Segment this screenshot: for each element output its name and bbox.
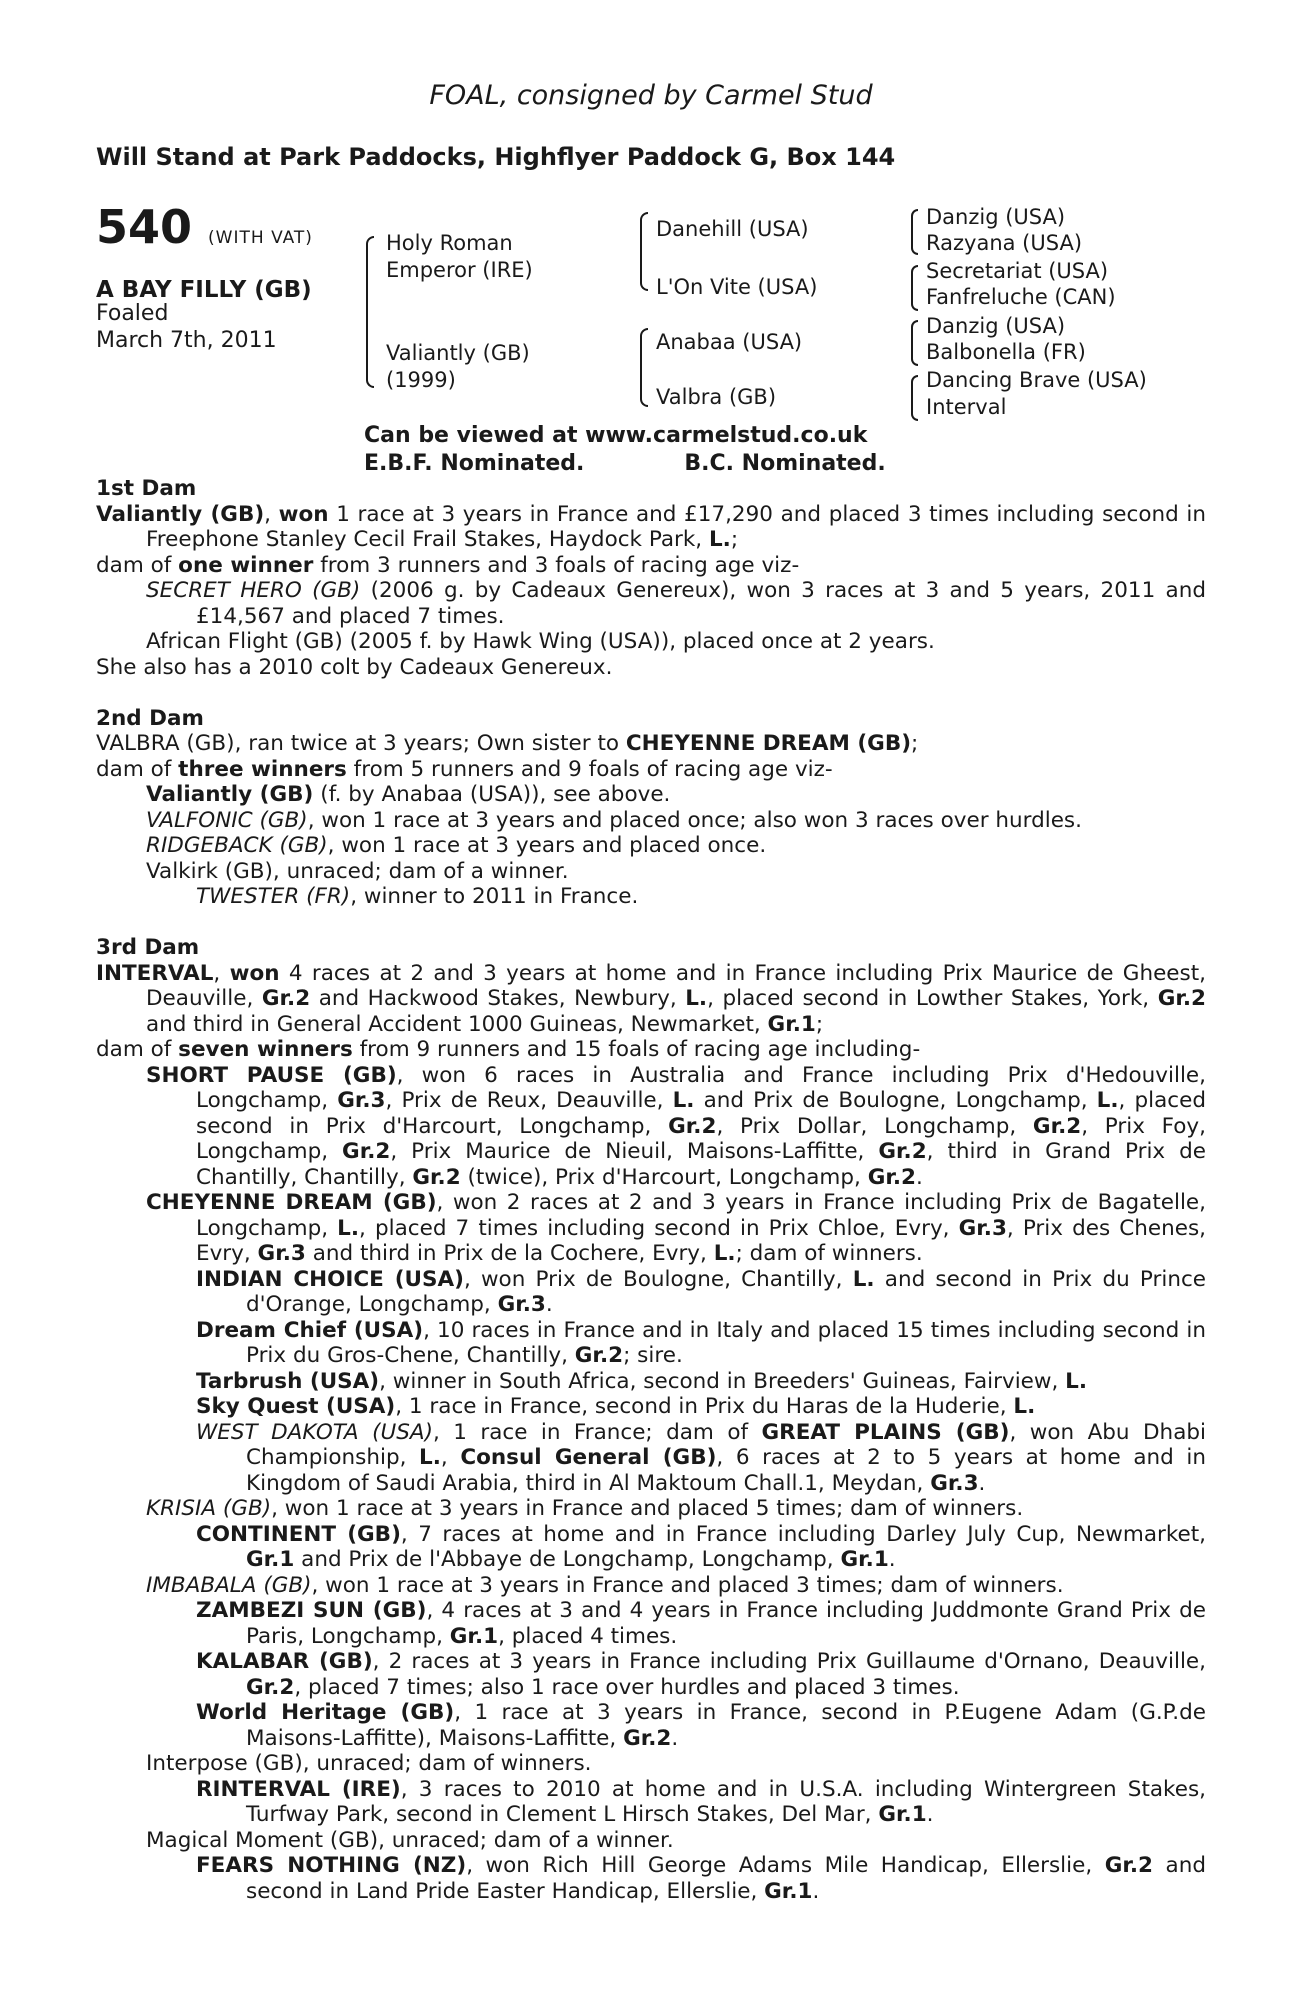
pedigree-sds: Secretariat (USA): [926, 259, 1109, 283]
pedigree-dam-sire: Anabaa (USA): [656, 330, 803, 354]
lot-number: 540 (WITH VAT): [96, 200, 313, 254]
dam-entry: INTERVAL, won 4 races at 2 and 3 years at home and in France including Prix Maurice de Gheest, Deauville, Gr.2 and Hackwood Stakes, Newbury, L., placed second in Lowther Stakes, York, Gr.2 and third in General Accident 1000 Guineas, Newmarket, Gr.1;: [96, 960, 1207, 1037]
pedigree-dam: Valiantly (GB) (1999): [386, 341, 530, 392]
produce-entry: Tarbrush (USA), winner in South Africa, second in Breeders' Guineas, Fairview, L.: [196, 1368, 1088, 1394]
section-heading-3rd-dam: 3rd Dam: [96, 935, 200, 960]
pedigree-brace: [911, 209, 918, 255]
pedigree-brace: [640, 328, 648, 407]
foaled-info: Foaled March 7th, 2011: [96, 301, 277, 353]
pedigree-body: [96, 476, 1206, 1904]
lot-name: A BAY FILLY (GB): [96, 277, 312, 303]
pedigree-sdd: Fanfreluche (CAN): [926, 285, 1116, 309]
produce-entry: WEST DAKOTA (USA), 1 race in France; dam of GREAT PLAINS (GB), won Abu Dhabi Championship, L., Consul General (GB), 6 races at 2 to 5 years at home and in Kingdom of Saudi Arabia, third in Al Maktoum Chall.1, Meydan, Gr.3.: [196, 1419, 1206, 1496]
pedigree-brace: [911, 320, 918, 366]
bc-nominated: B.C. Nominated.: [684, 451, 886, 476]
produce-entry: IMBABALA (GB), won 1 race at 3 years in France and placed 3 times; dam of winners.: [146, 1572, 1064, 1598]
produce-entry: African Flight (GB) (2005 f. by Hawk Wing (USA)), placed once at 2 years.: [146, 629, 935, 654]
dam-entry: VALBRA (GB), ran twice at 3 years; Own sister to CHEYENNE DREAM (GB);: [96, 731, 919, 756]
pedigree-ddd: Interval: [926, 395, 1007, 419]
produce-entry: INDIAN CHOICE (USA), won Prix de Boulogne, Chantilly, L. and second in Prix du Prince d'Orange, Longchamp, Gr.3.: [196, 1266, 1206, 1317]
produce-entry: TWESTER (FR), winner to 2011 in France.: [196, 884, 639, 909]
pedigree-brace: [911, 375, 918, 421]
produce-summary: dam of three winners from 5 runners and 9 foals of racing age viz-: [96, 756, 833, 782]
produce-entry: CONTINENT (GB), 7 races at home and in France including Darley July Cup, Newmarket, Gr.1 and Prix de l'Abbaye de Longchamp, Longchamp, Gr.1.: [196, 1521, 1207, 1572]
pedigree-sire-dam: L'On Vite (USA): [656, 275, 818, 299]
pedigree-sire: Holy Roman Emperor (IRE): [386, 231, 533, 282]
pedigree-dss: Danzig (USA): [926, 314, 1066, 338]
produce-entry: RIDGEBACK (GB), won 1 race at 3 years and placed once.: [146, 833, 767, 858]
stand-location: Will Stand at Park Paddocks, Highflyer Paddock G, Box 144: [96, 143, 896, 171]
produce-entry: Valiantly (GB) (f. by Anabaa (USA)), see above.: [146, 782, 671, 807]
produce-entry: RINTERVAL (IRE), 3 races to 2010 at home and in U.S.A. including Wintergreen Stakes, Turfway Park, second in Clement L Hirsch Stakes, Del Mar, Gr.1.: [196, 1776, 1206, 1827]
viewing-notes: Can be viewed at www.carmelstud.co.uk E.B.F. Nominated. B.C. Nominated.: [364, 423, 886, 476]
pedigree-dam-dam: Valbra (GB): [656, 385, 777, 409]
pedigree-sss: Danzig (USA): [926, 205, 1066, 229]
pedigree-brace: [911, 265, 918, 311]
produce-entry: KALABAR (GB), 2 races at 3 years in France including Prix Guillaume d'Ornano, Deauville, Gr.2, placed 7 times; also 1 race over hurdles and placed 3 times.: [196, 1649, 1206, 1700]
produce-entry: KRISIA (GB), won 1 race at 3 years in France and placed 5 times; dam of winners.: [146, 1496, 1024, 1521]
produce-entry: FEARS NOTHING (NZ), won Rich Hill George Adams Mile Handicap, Ellerslie, Gr.2 and second in Land Pride Easter Handicap, Ellerslie, Gr.1.: [196, 1853, 1206, 1904]
produce-entry: Sky Quest (USA), 1 race in France, second in Prix du Haras de la Huderie, L.: [196, 1394, 1036, 1419]
produce-entry: World Heritage (GB), 1 race at 3 years in France, second in P.Eugene Adam (G.P.de Maisons-Laffitte), Maisons-Laffitte, Gr.2.: [196, 1700, 1207, 1751]
section-heading-2nd-dam: 2nd Dam: [96, 705, 204, 731]
produce-entry: Magical Moment (GB), unraced; dam of a winner.: [146, 1827, 674, 1853]
pedigree-brace: [640, 212, 648, 291]
pedigree-ssd: Razyana (USA): [926, 231, 1083, 255]
produce-summary: dam of one winner from 3 runners and 3 foals of racing age viz-: [96, 552, 800, 578]
produce-summary: dam of seven winners from 9 runners and 15 foals of racing age including-: [96, 1037, 921, 1062]
produce-entry: Dream Chief (USA), 10 races in France and in Italy and placed 15 times including second in Prix du Gros-Chene, Chantilly, Gr.2; sire.: [196, 1317, 1206, 1368]
produce-note: She also has a 2010 colt by Cadeaux Genereux.: [96, 654, 613, 680]
pedigree-dsd: Balbonella (FR): [926, 340, 1086, 364]
pedigree-sire-sire: Danehill (USA): [656, 217, 809, 241]
section-heading-1st-dam: 1st Dam: [96, 476, 197, 501]
pedigree-brace: [366, 236, 374, 388]
produce-entry: VALFONIC (GB), won 1 race at 3 years and placed once; also won 3 races over hurdles.: [146, 807, 1082, 833]
produce-entry: Interpose (GB), unraced; dam of winners.: [146, 1751, 592, 1776]
produce-entry: CHEYENNE DREAM (GB), won 2 races at 2 and 3 years in France including Prix de Bagatelle, Longchamp, L., placed 7 times including second in Prix Chloe, Evry, Gr.3, Prix des Chenes, Evry, Gr.3 and third in Prix de la Cochere, Evry, L.; dam of winners.: [146, 1190, 1206, 1266]
pedigree-dds: Dancing Brave (USA): [926, 368, 1147, 392]
vat-label: (WITH VAT): [208, 228, 313, 248]
ebf-nominated: E.B.F. Nominated.: [364, 451, 585, 476]
produce-entry: SECRET HERO (GB) (2006 g. by Cadeaux Genereux), won 3 races at 3 and 5 years, 2011 and £14,567 and placed 7 times.: [146, 578, 1207, 629]
produce-entry: SHORT PAUSE (GB), won 6 races in Australia and France including Prix d'Hedouville, Longchamp, Gr.3, Prix de Reux, Deauville, L. and Prix de Boulogne, Longchamp, L., placed second in Prix d'Harcourt, Longchamp, Gr.2, Prix Dollar, Longchamp, Gr.2, Prix Foy, Longchamp, Gr.2, Prix Maurice de Nieuil, Maisons-Laffitte, Gr.2, third in Grand Prix de Chantilly, Chantilly, Gr.2 (twice), Prix d'Harcourt, Longchamp, Gr.2.: [146, 1062, 1206, 1190]
produce-entry: Valkirk (GB), unraced; dam of a winner.: [146, 858, 569, 884]
dam-entry: Valiantly (GB), won 1 race at 3 years in France and £17,290 and placed 3 times including second in Freephone Stanley Cecil Frail Stakes, Haydock Park, L.;: [96, 501, 1207, 552]
produce-entry: ZAMBEZI SUN (GB), 4 races at 3 and 4 years in France including Juddmonte Grand Prix de Paris, Longchamp, Gr.1, placed 4 times.: [196, 1598, 1206, 1649]
page-title: FOAL, consigned by Carmel Stud: [429, 80, 873, 111]
